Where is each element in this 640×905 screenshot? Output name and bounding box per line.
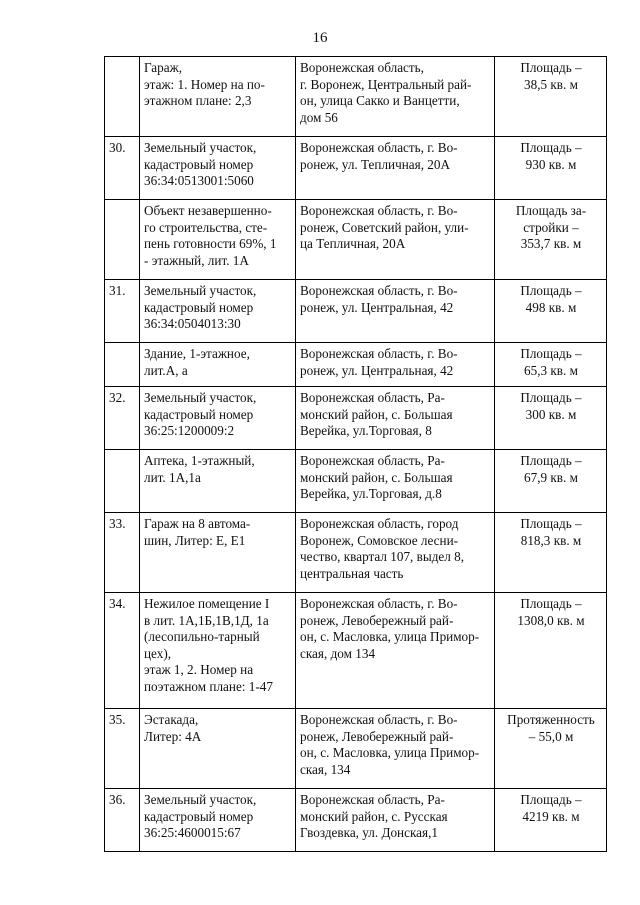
object-address: Воронежская область, г. Во- ронеж, Левобережный рай- он, с. Масловка, улица Примор- ская, дом 134 — [296, 593, 495, 709]
object-size: Площадь – 38,5 кв. м — [495, 57, 607, 137]
object-address: Воронежская область, Ра- монский район, с. Большая Верейка, ул.Торговая, д.8 — [296, 450, 495, 513]
table-row — [105, 200, 607, 280]
row-number — [105, 57, 140, 137]
object-name: Земельный участок, кадастровый номер 36:34:0513001:5060 — [140, 137, 296, 200]
property-table — [104, 56, 607, 852]
table-row — [105, 137, 607, 200]
object-address: Воронежская область, г. Воронеж, Центральный рай- он, улица Сакко и Ванцетти, дом 56 — [296, 57, 495, 137]
object-address: Воронежская область, г. Во- ронеж, Советский район, ули- ца Тепличная, 20А — [296, 200, 495, 280]
object-size: Площадь – 300 кв. м — [495, 387, 607, 450]
table-row — [105, 513, 607, 593]
row-number: 30. — [105, 137, 140, 200]
object-name: Гараж на 8 автома- шин, Литер: Е, Е1 — [140, 513, 296, 593]
object-size: Площадь – 930 кв. м — [495, 137, 607, 200]
object-name: Здание, 1-этажное, лит.А, а — [140, 343, 296, 387]
row-number: 35. — [105, 709, 140, 789]
page-number: 16 — [312, 30, 328, 46]
object-address: Воронежская область, г. Во- ронеж, ул. Тепличная, 20А — [296, 137, 495, 200]
table-row — [105, 789, 607, 852]
object-size: Площадь за- стройки – 353,7 кв. м — [495, 200, 607, 280]
row-number: 32. — [105, 387, 140, 450]
row-number: 36. — [105, 789, 140, 852]
object-name: Земельный участок, кадастровый номер 36:25:1200009:2 — [140, 387, 296, 450]
object-size: Площадь – 818,3 кв. м — [495, 513, 607, 593]
object-name: Нежилое помещение I в лит. 1А,1Б,1В,1Д, 1а (лесопильно-тарный цех), этаж 1, 2. Номер на поэтажном плане: 1-47 — [140, 593, 296, 709]
object-size: Площадь – 498 кв. м — [495, 280, 607, 343]
table-row — [105, 57, 607, 137]
object-name: Объект незавершенно- го строительства, сте- пень готовности 69%, 1 - этажный, лит. 1А — [140, 200, 296, 280]
object-name: Гараж, этаж: 1. Номер на по- этажном плане: 2,3 — [140, 57, 296, 137]
object-size: Площадь – 4219 кв. м — [495, 789, 607, 852]
row-number: 34. — [105, 593, 140, 709]
table-row — [105, 709, 607, 789]
row-number: 31. — [105, 280, 140, 343]
row-number — [105, 450, 140, 513]
object-name: Земельный участок, кадастровый номер 36:34:0504013:30 — [140, 280, 296, 343]
object-size: Протяженность – 55,0 м — [495, 709, 607, 789]
object-address: Воронежская область, г. Во- ронеж, ул. Центральная, 42 — [296, 280, 495, 343]
object-address: Воронежская область, г. Во- ронеж, Левобережный рай- он, с. Масловка, улица Примор- ская, 134 — [296, 709, 495, 789]
row-number — [105, 200, 140, 280]
table-row — [105, 593, 607, 709]
object-address: Воронежская область, город Воронеж, Сомовское лесни- чество, квартал 107, выдел 8, центральная часть — [296, 513, 495, 593]
table-row — [105, 280, 607, 343]
table-row — [105, 450, 607, 513]
row-number: 33. — [105, 513, 140, 593]
object-name: Эстакада, Литер: 4А — [140, 709, 296, 789]
row-number — [105, 343, 140, 387]
property-table-body — [105, 57, 607, 852]
object-size: Площадь – 1308,0 кв. м — [495, 593, 607, 709]
table-row — [105, 387, 607, 450]
table-row — [105, 343, 607, 387]
object-address: Воронежская область, Ра- монский район, с. Русская Гвоздевка, ул. Донская,1 — [296, 789, 495, 852]
object-address: Воронежская область, г. Во- ронеж, ул. Центральная, 42 — [296, 343, 495, 387]
object-name: Аптека, 1-этажный, лит. 1А,1а — [140, 450, 296, 513]
object-size: Площадь – 67,9 кв. м — [495, 450, 607, 513]
object-address: Воронежская область, Ра- монский район, с. Большая Верейка, ул.Торговая, 8 — [296, 387, 495, 450]
object-name: Земельный участок, кадастровый номер 36:25:4600015:67 — [140, 789, 296, 852]
object-size: Площадь – 65,3 кв. м — [495, 343, 607, 387]
